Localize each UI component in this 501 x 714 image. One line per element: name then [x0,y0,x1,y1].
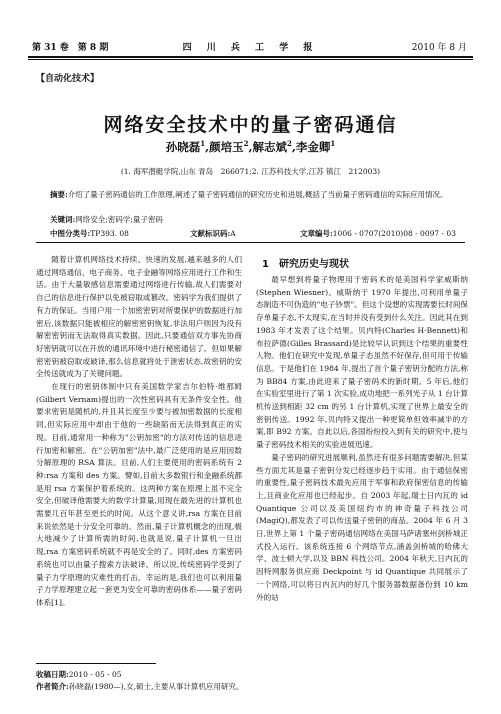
journal-name: 四 川 兵 工 学 报 [182,43,319,53]
section-heading: 1 研究历史与现状 [262,259,349,270]
keywords-label: 关键词: [50,215,76,224]
running-header [28,38,473,54]
body-paragraph: 最早想到将量子物理用于密码术的是美国科学家威斯纳(Stephen Wiesner)。威斯纳于 1970 年提出,可利用单量子态制造不可伪造的"电子钞票"。但这个设想的实现需要长时间保存单量子态,不太现实,在当时并没有受到什么关注。因此其在到 1983 年才发表了这个结果。贝内特(Charles H·Bennett)和布拉萨德(Gilles Brassard)是比较早认识到这个结果的重要性人物。他们在研究中发现,单量子态虽然不好保存,但可用于传输信息。于是他们在 1984 年,提出了首个量子密钥分配的方法,称为 BB84 方案,由此迎来了量子密码术的新时期。5 年后,他们在实验室里进行了第 1 次实验,成功地把一系列光子从 1 台计算机传送到相距 32 cm 的另 1 台计算机,实现了世界上最安全的密钥传送。1992 年,贝内特又提出一种更简单但效率减半的方案,即 B92 方案。自此以后,各国纷纷投入到有关的研究中,使与量子密码技术相关的实验进展迅速。 [256,275,469,450]
body-paragraph: 随着计算机网络技术持续、快速的发展,越来越多的人们通过网络通信、电子商务、电子金融等网络应用进行工作和生活。由于大量敏感信息需要通过网络进行传输,故人们需要对自己的信息进行保护以免被窃取或篡改。密码学为我们提供了有力的保证。当用户用一个加密密钥对所要保护的数据进行加密后,该数据只能被相应的解密密钥恢复,非法用户则因为没有解密密钥而无法取得真实数据。因此,只要通信双方事先协商好密钥就可以在开放的通讯环境中进行秘密通信了。但如果解密密钥被窃取或破译,那么信息就将处于泄密状态,故密钥的安全传送就成为了关键问题。 [36,255,242,379]
article-number [300,228,456,239]
author-affil-mark: 2 [287,139,292,149]
author-affil-mark: 2 [243,139,249,149]
right-column [256,274,468,604]
clc-number [50,228,129,239]
author-name: 颜培玉 [209,140,244,154]
keywords-text: 网络安全;密码学;量子密码 [75,215,163,224]
volume-issue: 第 31 卷 第 8 期 [32,43,109,53]
author-name: 孙晓磊 [165,140,201,154]
body-paragraph: 在现行的密钥体制中只有美国数学家吉尔伯特·维那姆(Gilbert Vernam)提出的一次性密码具有无条件安全性。他要求密钥是随机的,并且其长度至少要与被加密数据的长度相同,但实际应用中却由于他的一些缺陷而无法得到真正的实现。目前,通常用一种称为"公钥加密"的方法对传送的信息进行加密和解密。在"公钥加密"法中,最广泛使用的是应用因数分解原理的 RSA 算法。目前,人们主要使用的密码系统有 2 种:rsa 方案和 des 方案。譬如,目前大多数银行和金融系统都是用 rsa 方案保护着系统的。这两种方案在原理上虽不完全安全,但破译他需要大的数学计算量,用现在最先进的计算机也需要几百年甚至更长的时间。从这个意义讲,rsa 方案在目前来说依然是十分安全可靠的。然而,量子计算机概念的出现,极大地减少了计算所需的时间,也就是说,量子计算机一旦出现,rsa 方案密码系统就不再是安全的了。同时,des 方案密码系统也可以由量子搜索方法破译。所以说,传统密码学受到了量子力学原理的灾难性的打击。幸运的是,我们也可以利用量子力学原理建立起一套更为安全可靠的密码体系——量子密码体系[1]。 [36,382,242,607]
header-rule-thin [28,59,473,60]
received-date [36,669,122,680]
received-label: 收稿日期: [36,670,69,679]
abstract-label: 摘要: [50,190,68,199]
footnote-rule [36,663,156,664]
received-value: 2010 - 05 - 05 [68,670,122,679]
article-title: 网络安全技术中的量子密码通信 [103,114,398,136]
affiliation: (1. 海军潜艇学院,山东 青岛 266071;2. 江苏科技大学,江苏 镇江 212003) [120,167,381,176]
author-name: 解志斌 [252,140,287,154]
author-affil-mark: 1 [330,139,336,149]
author-list: 孙晓磊$^1$,颜培玉$^2$,解志斌$^2$,李金卿$^1$ [165,139,336,154]
abstract-text: 介绍了量子密码通信的工作原理,阐述了量子密码通信的研究历史和进展,概括了当前量子密码通信的实际应用情况。 [67,190,448,199]
author-name: 李金卿 [295,140,331,154]
category-tag: 【自动化技术】 [36,74,100,84]
author-bio [36,681,243,692]
article-id-label: 文章编号: [300,229,333,238]
body-paragraph: 量子密码的研究进展顺利,虽然还有很多问题需要解决,但某些方面尤其是量子密钥分发已经逐步趋于实用。由于通信保密的重要性,量子密码技术最先应用于军事和政府保密信息的传输上,且商业化应用也已经起步。自 2003 年起,瑞士日内瓦的 id Quantique 公司以及美国纽约市的神奇量子科技公司(MagiQ),都发表了可以传送量子密钥的商品。2004 年 6 月 3 日,世界上第 1 个量子密码通信网络在美国马萨诸塞州剑桥城正式投入运行。该系统连接 6 个网络节点,涵盖剑桥城的哈佛大学、波士顿大学,以及 BBN 科技公司。2004 年秋天,日内瓦的因特网服务供应商 Deckpoint 与 id Quantique 共同展示了一个网络,可以将日内瓦内的好几个服务器数据备份到 10 km 外的站 [256,452,468,602]
header-rule-thick [28,56,473,58]
left-column [36,254,242,610]
abstract-rule [36,242,465,243]
publication-date: 2010 年 8 月 [411,43,467,53]
document-code [190,228,236,239]
doc-code-value: A [230,229,236,238]
keywords [50,214,461,225]
clc-label: 中图分类号: [50,229,91,238]
author-bio-value: 孙晓磊(1980—),女,硕士,主要从事计算机应用研究。 [68,682,244,691]
article-id-value: 1006 - 0707(2010)08 - 0097 - 03 [332,229,456,238]
clc-value: TP393. 08 [90,229,129,238]
doc-code-label: 文献标识码: [190,229,231,238]
author-bio-label: 作者简介: [36,682,69,691]
abstract [50,189,461,200]
author-affil-mark: 1 [200,139,206,149]
